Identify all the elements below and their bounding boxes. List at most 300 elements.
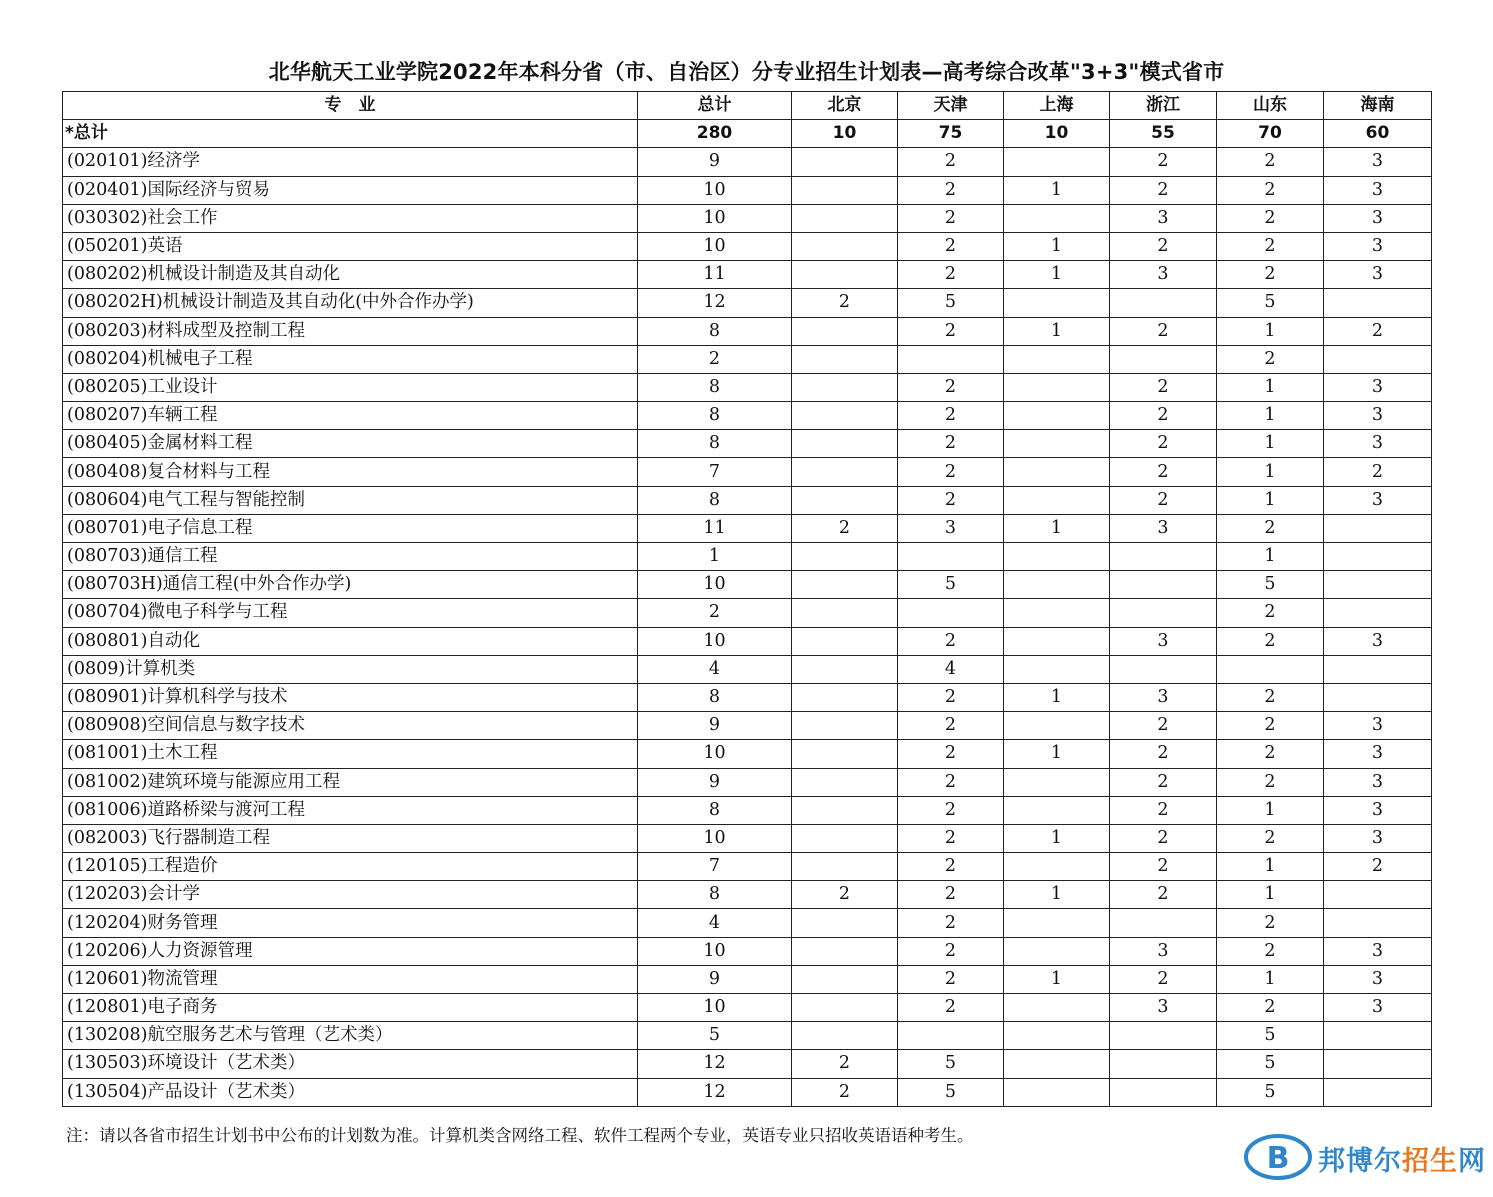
major-name-cell: (080205)工业设计 xyxy=(63,373,638,401)
major-name-cell: (080703H)通信工程(中外合作办学) xyxy=(63,571,638,599)
quota-cell: 3 xyxy=(1324,204,1432,232)
table-row xyxy=(63,373,1432,401)
major-name-cell: (080408)复合材料与工程 xyxy=(63,458,638,486)
quota-cell: 2 xyxy=(792,1078,898,1106)
quota-cell: 1 xyxy=(1217,373,1324,401)
quota-cell: 3 xyxy=(1324,486,1432,514)
quota-cell: 2 xyxy=(898,712,1004,740)
quota-cell: 2 xyxy=(638,345,792,373)
quota-cell xyxy=(1324,881,1432,909)
quota-cell: 2 xyxy=(1110,373,1217,401)
quota-cell: 2 xyxy=(792,514,898,542)
quota-cell: 8 xyxy=(638,796,792,824)
quota-cell: 2 xyxy=(898,994,1004,1022)
column-header-hainan: 海南 xyxy=(1324,92,1432,120)
quota-cell xyxy=(1004,486,1110,514)
quota-cell: 2 xyxy=(1217,740,1324,768)
table-row xyxy=(63,458,1432,486)
total-cell: 70 xyxy=(1217,120,1324,148)
quota-cell: 2 xyxy=(1217,345,1324,373)
quota-cell: 2 xyxy=(898,909,1004,937)
table-row xyxy=(63,402,1432,430)
quota-cell xyxy=(792,796,898,824)
quota-cell: 8 xyxy=(638,486,792,514)
column-header-total: 总计 xyxy=(638,92,792,120)
quota-cell: 3 xyxy=(1324,430,1432,458)
quota-cell: 10 xyxy=(638,204,792,232)
major-name-cell: (080703)通信工程 xyxy=(63,543,638,571)
quota-cell: 2 xyxy=(1110,768,1217,796)
quota-cell: 2 xyxy=(1217,994,1324,1022)
major-name-cell: (080704)微电子科学与工程 xyxy=(63,599,638,627)
quota-cell: 1 xyxy=(1217,881,1324,909)
quota-cell: 3 xyxy=(898,514,1004,542)
table-row xyxy=(63,204,1432,232)
quota-cell: 3 xyxy=(1110,937,1217,965)
quota-cell: 11 xyxy=(638,261,792,289)
quota-cell: 1 xyxy=(1217,486,1324,514)
quota-cell: 1 xyxy=(1004,881,1110,909)
quota-cell: 2 xyxy=(898,261,1004,289)
total-cell: 280 xyxy=(638,120,792,148)
quota-cell: 2 xyxy=(1217,599,1324,627)
major-name-cell: (080202H)机械设计制造及其自动化(中外合作办学) xyxy=(63,289,638,317)
quota-cell: 1 xyxy=(1004,740,1110,768)
watermark-brand-tail: 网 xyxy=(1458,1146,1486,1177)
major-name-cell: (081001)土木工程 xyxy=(63,740,638,768)
table-row xyxy=(63,712,1432,740)
quota-cell: 1 xyxy=(1217,430,1324,458)
quota-cell xyxy=(1324,571,1432,599)
major-name-cell: (0809)计算机类 xyxy=(63,655,638,683)
major-name-cell: (082003)飞行器制造工程 xyxy=(63,824,638,852)
table-row xyxy=(63,261,1432,289)
quota-cell: 1 xyxy=(1004,514,1110,542)
quota-cell: 1 xyxy=(1004,683,1110,711)
major-name-cell: (120801)电子商务 xyxy=(63,994,638,1022)
quota-cell xyxy=(792,232,898,260)
major-name-cell: (030302)社会工作 xyxy=(63,204,638,232)
quota-cell: 2 xyxy=(1217,824,1324,852)
quota-cell: 8 xyxy=(638,430,792,458)
quota-cell: 1 xyxy=(1004,965,1110,993)
quota-cell: 2 xyxy=(898,458,1004,486)
quota-cell: 1 xyxy=(1004,261,1110,289)
quota-cell xyxy=(792,458,898,486)
table-row xyxy=(63,1050,1432,1078)
quota-cell xyxy=(898,599,1004,627)
quota-cell: 3 xyxy=(1110,627,1217,655)
quota-cell: 3 xyxy=(1324,402,1432,430)
quota-cell xyxy=(792,543,898,571)
quota-cell: 2 xyxy=(898,204,1004,232)
quota-cell: 3 xyxy=(1324,740,1432,768)
quota-cell: 5 xyxy=(1217,1050,1324,1078)
quota-cell: 5 xyxy=(898,571,1004,599)
quota-cell xyxy=(1110,571,1217,599)
quota-cell xyxy=(792,965,898,993)
table-row xyxy=(63,994,1432,1022)
quota-cell: 3 xyxy=(1324,965,1432,993)
quota-cell: 2 xyxy=(1217,204,1324,232)
quota-cell: 1 xyxy=(1217,317,1324,345)
quota-cell: 2 xyxy=(898,740,1004,768)
quota-cell: 2 xyxy=(792,1050,898,1078)
quota-cell: 9 xyxy=(638,148,792,176)
quota-cell: 10 xyxy=(638,571,792,599)
table-row xyxy=(63,599,1432,627)
quota-cell: 1 xyxy=(1217,796,1324,824)
quota-cell: 1 xyxy=(1217,543,1324,571)
quota-cell: 2 xyxy=(1110,824,1217,852)
quota-cell xyxy=(1110,289,1217,317)
quota-cell: 10 xyxy=(638,627,792,655)
quota-cell: 2 xyxy=(1217,514,1324,542)
quota-cell: 2 xyxy=(1110,402,1217,430)
quota-cell: 10 xyxy=(638,176,792,204)
quota-cell: 2 xyxy=(1217,768,1324,796)
quota-cell: 5 xyxy=(1217,289,1324,317)
table-row xyxy=(63,655,1432,683)
quota-cell xyxy=(1110,909,1217,937)
quota-cell: 2 xyxy=(898,683,1004,711)
quota-cell: 1 xyxy=(638,543,792,571)
quota-cell xyxy=(792,261,898,289)
quota-cell xyxy=(1324,655,1432,683)
quota-cell xyxy=(898,543,1004,571)
quota-cell xyxy=(792,683,898,711)
quota-cell: 2 xyxy=(1217,712,1324,740)
major-name-cell: (080207)车辆工程 xyxy=(63,402,638,430)
table-row xyxy=(63,345,1432,373)
quota-cell xyxy=(792,655,898,683)
column-header-shanghai: 上海 xyxy=(1004,92,1110,120)
quota-cell: 2 xyxy=(1110,148,1217,176)
major-name-cell: (080203)材料成型及控制工程 xyxy=(63,317,638,345)
quota-cell: 2 xyxy=(1217,232,1324,260)
major-name-cell: (081006)道路桥梁与渡河工程 xyxy=(63,796,638,824)
total-cell: 75 xyxy=(898,120,1004,148)
quota-cell xyxy=(1004,148,1110,176)
quota-cell: 1 xyxy=(1217,853,1324,881)
table-row xyxy=(63,148,1432,176)
quota-cell: 2 xyxy=(1217,176,1324,204)
quota-cell: 3 xyxy=(1324,373,1432,401)
table-row xyxy=(63,514,1432,542)
table-row xyxy=(63,317,1432,345)
quota-cell xyxy=(1004,543,1110,571)
quota-cell: 11 xyxy=(638,514,792,542)
quota-cell: 2 xyxy=(1110,853,1217,881)
quota-cell xyxy=(792,430,898,458)
quota-cell xyxy=(792,824,898,852)
quota-cell xyxy=(1324,1022,1432,1050)
major-name-cell: (080908)空间信息与数字技术 xyxy=(63,712,638,740)
major-name-cell: (120601)物流管理 xyxy=(63,965,638,993)
table-row xyxy=(63,853,1432,881)
total-row xyxy=(63,120,1432,148)
quota-cell: 2 xyxy=(1110,317,1217,345)
quota-cell: 2 xyxy=(898,796,1004,824)
quota-cell: 3 xyxy=(1110,994,1217,1022)
quota-cell xyxy=(1004,937,1110,965)
total-cell: 10 xyxy=(792,120,898,148)
quota-cell xyxy=(1324,543,1432,571)
quota-cell: 2 xyxy=(1110,965,1217,993)
quota-cell: 4 xyxy=(638,909,792,937)
major-name-cell: (080701)电子信息工程 xyxy=(63,514,638,542)
quota-cell: 2 xyxy=(1110,712,1217,740)
quota-cell: 3 xyxy=(1110,261,1217,289)
quota-cell: 2 xyxy=(1217,261,1324,289)
quota-cell xyxy=(1004,430,1110,458)
table-row xyxy=(63,768,1432,796)
quota-cell: 2 xyxy=(638,599,792,627)
quota-cell: 2 xyxy=(1324,317,1432,345)
major-name-cell: (020101)经济学 xyxy=(63,148,638,176)
major-name-cell: (120204)财务管理 xyxy=(63,909,638,937)
quota-cell xyxy=(792,599,898,627)
quota-cell: 2 xyxy=(898,627,1004,655)
major-name-cell: (080901)计算机科学与技术 xyxy=(63,683,638,711)
table-row xyxy=(63,824,1432,852)
quota-cell: 3 xyxy=(1324,176,1432,204)
quota-cell xyxy=(792,486,898,514)
quota-cell xyxy=(792,317,898,345)
quota-cell: 7 xyxy=(638,458,792,486)
table-row xyxy=(63,176,1432,204)
quota-cell: 9 xyxy=(638,712,792,740)
quota-cell: 2 xyxy=(898,937,1004,965)
quota-cell xyxy=(792,994,898,1022)
quota-cell xyxy=(792,740,898,768)
quota-cell: 3 xyxy=(1324,627,1432,655)
quota-cell: 2 xyxy=(898,430,1004,458)
major-name-cell: (130504)产品设计（艺术类） xyxy=(63,1078,638,1106)
quota-cell xyxy=(792,176,898,204)
quota-cell: 2 xyxy=(1110,430,1217,458)
quota-cell xyxy=(1004,853,1110,881)
quota-cell: 3 xyxy=(1110,683,1217,711)
quota-cell: 3 xyxy=(1324,768,1432,796)
quota-cell: 10 xyxy=(638,824,792,852)
quota-cell xyxy=(1004,458,1110,486)
quota-cell xyxy=(792,345,898,373)
quota-cell xyxy=(1004,402,1110,430)
quota-cell xyxy=(1004,1050,1110,1078)
major-name-cell: (050201)英语 xyxy=(63,232,638,260)
quota-cell: 1 xyxy=(1217,458,1324,486)
quota-cell: 2 xyxy=(898,176,1004,204)
major-name-cell: (130503)环境设计（艺术类） xyxy=(63,1050,638,1078)
quota-cell xyxy=(1004,909,1110,937)
quota-cell xyxy=(792,712,898,740)
svg-text:B: B xyxy=(1266,1141,1290,1176)
quota-cell: 5 xyxy=(1217,1078,1324,1106)
quota-cell xyxy=(1004,627,1110,655)
quota-cell xyxy=(898,345,1004,373)
quota-cell: 8 xyxy=(638,683,792,711)
quota-cell xyxy=(792,204,898,232)
quota-cell: 4 xyxy=(898,655,1004,683)
quota-cell: 1 xyxy=(1217,402,1324,430)
quota-cell xyxy=(792,373,898,401)
major-name-cell: (120203)会计学 xyxy=(63,881,638,909)
quota-cell: 9 xyxy=(638,768,792,796)
quota-cell xyxy=(792,627,898,655)
quota-cell: 8 xyxy=(638,402,792,430)
quota-cell: 5 xyxy=(1217,1022,1324,1050)
quota-cell: 12 xyxy=(638,289,792,317)
quota-cell xyxy=(1324,909,1432,937)
quota-cell: 3 xyxy=(1324,148,1432,176)
quota-cell xyxy=(1110,655,1217,683)
major-name-cell: (080405)金属材料工程 xyxy=(63,430,638,458)
quota-cell xyxy=(1004,768,1110,796)
quota-cell: 5 xyxy=(898,289,1004,317)
quota-cell xyxy=(1004,1022,1110,1050)
quota-cell: 2 xyxy=(1110,881,1217,909)
quota-cell xyxy=(898,1022,1004,1050)
quota-cell: 8 xyxy=(638,317,792,345)
quota-cell xyxy=(1004,373,1110,401)
quota-cell: 1 xyxy=(1004,317,1110,345)
quota-cell xyxy=(792,937,898,965)
quota-cell: 2 xyxy=(1110,740,1217,768)
table-row xyxy=(63,909,1432,937)
major-name-cell: (020401)国际经济与贸易 xyxy=(63,176,638,204)
total-cell: 10 xyxy=(1004,120,1110,148)
quota-cell: 3 xyxy=(1324,796,1432,824)
table-row xyxy=(63,430,1432,458)
table-row xyxy=(63,1022,1432,1050)
table-row xyxy=(63,683,1432,711)
column-header-shandong: 山东 xyxy=(1217,92,1324,120)
quota-cell: 2 xyxy=(898,373,1004,401)
quota-cell: 5 xyxy=(1217,571,1324,599)
quota-cell: 2 xyxy=(898,486,1004,514)
quota-cell: 2 xyxy=(898,402,1004,430)
quota-cell: 3 xyxy=(1110,204,1217,232)
quota-cell xyxy=(1324,514,1432,542)
quota-cell: 3 xyxy=(1324,712,1432,740)
quota-cell: 2 xyxy=(898,232,1004,260)
table-row xyxy=(63,289,1432,317)
quota-cell xyxy=(1324,345,1432,373)
quota-cell: 12 xyxy=(638,1050,792,1078)
quota-cell: 10 xyxy=(638,937,792,965)
watermark-brand-blue: 邦博尔 xyxy=(1318,1146,1402,1177)
major-name-cell: (080204)机械电子工程 xyxy=(63,345,638,373)
quota-cell xyxy=(792,1022,898,1050)
quota-cell: 1 xyxy=(1217,965,1324,993)
major-name-cell: (080604)电气工程与智能控制 xyxy=(63,486,638,514)
table-row xyxy=(63,486,1432,514)
major-name-cell: (130208)航空服务艺术与管理（艺术类） xyxy=(63,1022,638,1050)
quota-cell: 7 xyxy=(638,853,792,881)
quota-cell xyxy=(1004,712,1110,740)
table-row xyxy=(63,627,1432,655)
quota-cell: 10 xyxy=(638,740,792,768)
quota-cell: 10 xyxy=(638,994,792,1022)
quota-cell: 2 xyxy=(898,824,1004,852)
quota-cell xyxy=(792,402,898,430)
quota-cell: 2 xyxy=(1110,486,1217,514)
table-row xyxy=(63,543,1432,571)
quota-cell: 2 xyxy=(898,148,1004,176)
quota-cell xyxy=(792,853,898,881)
quota-cell: 2 xyxy=(1110,458,1217,486)
quota-cell: 10 xyxy=(638,232,792,260)
quota-cell: 4 xyxy=(638,655,792,683)
quota-cell xyxy=(1004,655,1110,683)
table-row xyxy=(63,796,1432,824)
column-header-beijing: 北京 xyxy=(792,92,898,120)
page-title: 北华航天工业学院2022年本科分省（市、自治区）分专业招生计划表—高考综合改革"3+3"模式省市 xyxy=(268,60,1225,84)
column-header-zhejiang: 浙江 xyxy=(1110,92,1217,120)
quota-cell: 3 xyxy=(1324,232,1432,260)
quota-cell xyxy=(1004,289,1110,317)
quota-cell: 8 xyxy=(638,373,792,401)
quota-cell: 3 xyxy=(1324,824,1432,852)
quota-cell: 12 xyxy=(638,1078,792,1106)
quota-cell: 2 xyxy=(898,965,1004,993)
major-name-cell: (081002)建筑环境与能源应用工程 xyxy=(63,768,638,796)
quota-cell xyxy=(1324,683,1432,711)
quota-cell xyxy=(792,909,898,937)
quota-cell xyxy=(1110,599,1217,627)
quota-cell xyxy=(1110,1078,1217,1106)
quota-cell xyxy=(1110,1022,1217,1050)
quota-cell xyxy=(1217,655,1324,683)
quota-cell xyxy=(1110,543,1217,571)
quota-cell: 2 xyxy=(792,289,898,317)
quota-cell: 2 xyxy=(1324,853,1432,881)
quota-cell xyxy=(792,571,898,599)
quota-cell: 2 xyxy=(898,768,1004,796)
quota-cell xyxy=(1004,345,1110,373)
table-row xyxy=(63,1078,1432,1106)
quota-cell xyxy=(1004,204,1110,232)
watermark-brand-orange: 招生 xyxy=(1402,1146,1458,1177)
major-name-cell: (120105)工程造价 xyxy=(63,853,638,881)
quota-cell: 2 xyxy=(792,881,898,909)
total-cell: 55 xyxy=(1110,120,1217,148)
enrollment-plan-table xyxy=(62,91,1432,1107)
quota-cell xyxy=(1110,345,1217,373)
table-row xyxy=(63,965,1432,993)
table-row xyxy=(63,232,1432,260)
major-name-cell: (120206)人力资源管理 xyxy=(63,937,638,965)
quota-cell xyxy=(1324,599,1432,627)
quota-cell xyxy=(1004,994,1110,1022)
quota-cell xyxy=(1004,571,1110,599)
major-name-cell: (080801)自动化 xyxy=(63,627,638,655)
quota-cell xyxy=(1324,1050,1432,1078)
quota-cell xyxy=(1004,599,1110,627)
quota-cell: 2 xyxy=(1324,458,1432,486)
quota-cell xyxy=(792,148,898,176)
total-label: *总计 xyxy=(63,120,638,148)
major-name-cell: (080202)机械设计制造及其自动化 xyxy=(63,261,638,289)
quota-cell xyxy=(1110,1050,1217,1078)
footnote: 注：请以各省市招生计划书中公布的计划数为准。计算机类含网络工程、软件工程两个专业，英语专业只招收英语语种考生。 xyxy=(66,1126,974,1145)
quota-cell: 2 xyxy=(1217,627,1324,655)
quota-cell: 1 xyxy=(1004,824,1110,852)
quota-cell: 2 xyxy=(1110,232,1217,260)
quota-cell: 2 xyxy=(898,317,1004,345)
quota-cell xyxy=(1324,1078,1432,1106)
